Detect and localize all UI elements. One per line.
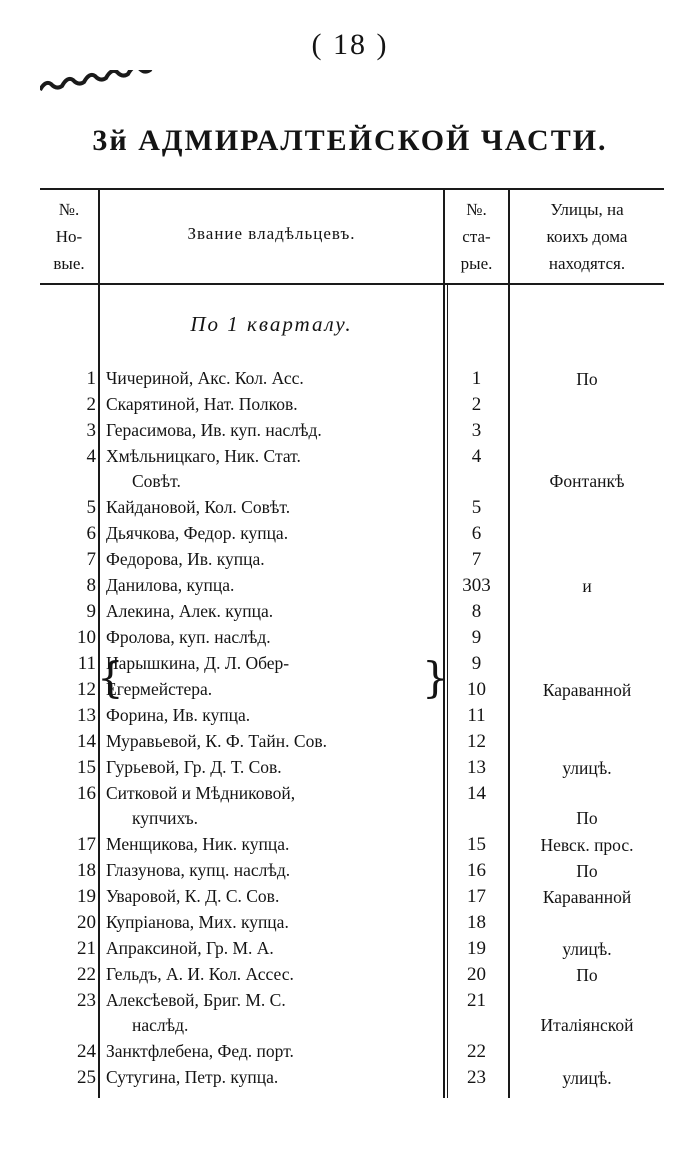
header-text: рые. bbox=[460, 254, 493, 273]
header-text: коихъ дома bbox=[546, 227, 628, 246]
owner-line: Дьячкова, Федор. купца. bbox=[106, 523, 289, 543]
table-row bbox=[40, 910, 664, 936]
table-row bbox=[40, 444, 664, 495]
table-row bbox=[40, 495, 664, 521]
owner-name bbox=[106, 1065, 446, 1090]
owner-line: Купріанова, Мих. купца. bbox=[106, 912, 289, 932]
old-number: 18 bbox=[467, 912, 486, 933]
owner-line: Герасимова, Ив. куп. наслѣд. bbox=[106, 420, 322, 440]
table-body bbox=[40, 366, 664, 1091]
quarter-heading: По 1 кварталу. bbox=[190, 312, 353, 336]
table-row bbox=[40, 755, 664, 781]
owner-name bbox=[106, 884, 446, 909]
new-number: 8 bbox=[86, 575, 96, 596]
owner-line: Федорова, Ив. купца. bbox=[106, 549, 265, 569]
street-name: По bbox=[576, 808, 598, 828]
owner-line: Сутугина, Петр. купца. bbox=[106, 1067, 279, 1087]
new-number: 21 bbox=[77, 938, 96, 959]
owner-line: Гельдъ, А. И. Кол. Ассес. bbox=[106, 964, 294, 984]
table-row bbox=[40, 988, 664, 1039]
owner-line: Занктфлебена, Фед. порт. bbox=[106, 1041, 294, 1061]
new-number: 18 bbox=[77, 860, 96, 881]
old-number: 11 bbox=[467, 705, 486, 726]
table-row bbox=[40, 884, 664, 910]
owner-name bbox=[106, 625, 446, 650]
table-row bbox=[40, 781, 664, 832]
owner-name bbox=[106, 832, 446, 857]
owner-name bbox=[106, 1039, 446, 1064]
new-number: 16 bbox=[77, 783, 96, 804]
header-text: вые. bbox=[53, 254, 85, 273]
new-number: 20 bbox=[77, 912, 96, 933]
street-name: Фонтанкѣ bbox=[549, 471, 625, 491]
owner-name bbox=[106, 444, 446, 494]
street-name: улицѣ. bbox=[562, 939, 612, 959]
owner-name bbox=[106, 573, 446, 598]
owner-name bbox=[106, 936, 446, 961]
owner-name bbox=[106, 495, 446, 520]
old-number: 20 bbox=[467, 964, 486, 985]
old-number: 17 bbox=[467, 886, 486, 907]
table-row bbox=[40, 392, 664, 418]
table-top-rule bbox=[40, 188, 664, 190]
table-row bbox=[40, 418, 664, 444]
ornament-divider bbox=[40, 70, 660, 106]
owner-line: Менщикова, Ник. купца. bbox=[106, 834, 290, 854]
new-number: 17 bbox=[77, 834, 96, 855]
old-number: 12 bbox=[467, 731, 486, 752]
old-number: 4 bbox=[471, 446, 482, 467]
old-number: 9 bbox=[471, 653, 482, 674]
old-number: 9 bbox=[471, 627, 482, 648]
table-row bbox=[40, 703, 664, 729]
table-row bbox=[40, 729, 664, 755]
owner-name bbox=[106, 781, 446, 831]
new-number: 23 bbox=[77, 990, 96, 1011]
header-street bbox=[510, 196, 664, 277]
old-number: 8 bbox=[471, 601, 482, 622]
owner-line: Совѣт. bbox=[132, 471, 181, 491]
header-text: №. bbox=[466, 200, 487, 219]
right-brace: } bbox=[422, 653, 449, 702]
owner-name bbox=[106, 547, 446, 572]
owner-line: Хмѣльницкаго, Ник. Стат. bbox=[106, 446, 301, 466]
street-name: Караванной bbox=[542, 887, 632, 907]
new-number: 6 bbox=[86, 523, 96, 544]
new-number: 5 bbox=[86, 497, 96, 518]
header-text: ста- bbox=[462, 227, 491, 246]
owner-name bbox=[106, 755, 446, 780]
old-number: 6 bbox=[471, 523, 482, 544]
header-owner: Звание владѣльцевъ. bbox=[187, 224, 356, 243]
owner-name bbox=[106, 703, 446, 728]
new-number: 15 bbox=[77, 757, 96, 778]
old-number: 3 bbox=[471, 420, 482, 441]
table-row bbox=[40, 625, 664, 651]
owner-line: Скарятиной, Нат. Полков. bbox=[106, 394, 298, 414]
table-row bbox=[40, 521, 664, 547]
table-row bbox=[40, 573, 664, 599]
owner-line: Глазунова, купц. наслѣд. bbox=[106, 860, 291, 880]
header-text: Но- bbox=[55, 227, 83, 246]
table-row bbox=[40, 832, 664, 858]
owner-line: Форина, Ив. купца. bbox=[106, 705, 251, 725]
table-row bbox=[40, 599, 664, 625]
new-number: 3 bbox=[86, 420, 96, 441]
section-title: 3й АДМИРАЛТЕЙСКОЙ ЧАСТИ. bbox=[92, 124, 608, 157]
owner-line: Данилова, купца. bbox=[106, 575, 235, 595]
table-row bbox=[40, 547, 664, 573]
header-text: Улицы, на bbox=[550, 200, 624, 219]
owner-name bbox=[106, 858, 446, 883]
old-number: 10 bbox=[467, 679, 486, 700]
old-number: 5 bbox=[471, 497, 482, 518]
owner-line: Чичериной, Акс. Кол. Асс. bbox=[106, 368, 304, 388]
new-number: 24 bbox=[77, 1041, 96, 1062]
street-name: Невск. прос. bbox=[540, 835, 634, 855]
owner-line: наслѣд. bbox=[132, 1015, 189, 1035]
street-name: По bbox=[576, 965, 598, 985]
table-row bbox=[40, 858, 664, 884]
owner-line: Фролова, куп. наслѣд. bbox=[106, 627, 271, 647]
owner-name bbox=[106, 366, 446, 391]
table-row bbox=[40, 1065, 664, 1091]
owner-line: Нарышкина, Д. Л. Обер- bbox=[106, 653, 290, 673]
header-text: находятся. bbox=[548, 254, 626, 273]
owner-line: Апраксиной, Гр. М. А. bbox=[106, 938, 274, 958]
owner-line: Егермейстера. bbox=[106, 679, 213, 699]
old-number: 23 bbox=[467, 1067, 486, 1088]
old-number: 1 bbox=[471, 368, 482, 389]
new-number: 12 bbox=[77, 679, 96, 700]
owner-name bbox=[106, 910, 446, 935]
old-number: 7 bbox=[471, 549, 482, 570]
street-name: Италіянской bbox=[540, 1015, 634, 1035]
new-number: 13 bbox=[77, 705, 96, 726]
old-number: 21 bbox=[467, 990, 486, 1011]
header-text: №. bbox=[58, 200, 80, 219]
street-name: улицѣ. bbox=[562, 758, 612, 778]
table-row bbox=[40, 962, 664, 988]
old-number: 14 bbox=[467, 783, 486, 804]
new-number: 9 bbox=[86, 601, 96, 622]
owner-line: Кайдановой, Кол. Совѣт. bbox=[106, 497, 291, 517]
new-number: 2 bbox=[86, 394, 96, 415]
owner-name bbox=[106, 677, 446, 702]
street-name: и bbox=[582, 576, 592, 596]
owner-line: Уваровой, К. Д. С. Сов. bbox=[106, 886, 280, 906]
owner-name bbox=[106, 962, 446, 987]
new-number: 11 bbox=[77, 653, 96, 674]
street-name: улицѣ. bbox=[562, 1068, 612, 1088]
header-old-number bbox=[445, 196, 508, 277]
owner-name bbox=[106, 599, 446, 624]
owner-line: Гурьевой, Гр. Д. Т. Сов. bbox=[106, 757, 282, 777]
owner-line: Алексѣевой, Бриг. М. С. bbox=[106, 990, 286, 1010]
owner-name bbox=[106, 418, 446, 443]
header-new-number bbox=[40, 196, 98, 277]
owner-line: Алекина, Алек. купца. bbox=[106, 601, 274, 621]
owner-name bbox=[106, 392, 446, 417]
table-row bbox=[40, 936, 664, 962]
owner-name bbox=[106, 729, 446, 754]
new-number: 22 bbox=[77, 964, 96, 985]
new-number: 19 bbox=[77, 886, 96, 907]
new-number: 7 bbox=[86, 549, 96, 570]
old-number: 19 bbox=[467, 938, 486, 959]
old-number: 15 bbox=[467, 834, 486, 855]
left-brace: { bbox=[97, 653, 124, 702]
header-bottom-rule bbox=[40, 283, 664, 285]
table-row bbox=[40, 1039, 664, 1065]
owner-line: Ситковой и Мѣдниковой, bbox=[106, 783, 296, 803]
table-row bbox=[40, 366, 664, 392]
owner-line: Муравьевой, К. Ф. Тайн. Сов. bbox=[106, 731, 327, 751]
old-number: 2 bbox=[471, 394, 482, 415]
old-number: 303 bbox=[462, 575, 491, 596]
street-name: По bbox=[576, 369, 598, 389]
owner-line: купчихъ. bbox=[132, 808, 199, 828]
table-row bbox=[40, 677, 664, 703]
old-number: 13 bbox=[467, 757, 486, 778]
street-name: По bbox=[576, 861, 598, 881]
new-number: 10 bbox=[77, 627, 96, 648]
owner-name bbox=[106, 988, 446, 1038]
new-number: 14 bbox=[77, 731, 96, 752]
new-number: 1 bbox=[86, 368, 96, 389]
owner-name bbox=[106, 651, 446, 676]
page-number: ( 18 ) bbox=[311, 28, 389, 61]
new-number: 25 bbox=[77, 1067, 96, 1088]
old-number: 22 bbox=[467, 1041, 486, 1062]
new-number: 4 bbox=[86, 446, 96, 467]
owner-name bbox=[106, 521, 446, 546]
street-name: Караванной bbox=[542, 680, 632, 700]
old-number: 16 bbox=[467, 860, 486, 881]
